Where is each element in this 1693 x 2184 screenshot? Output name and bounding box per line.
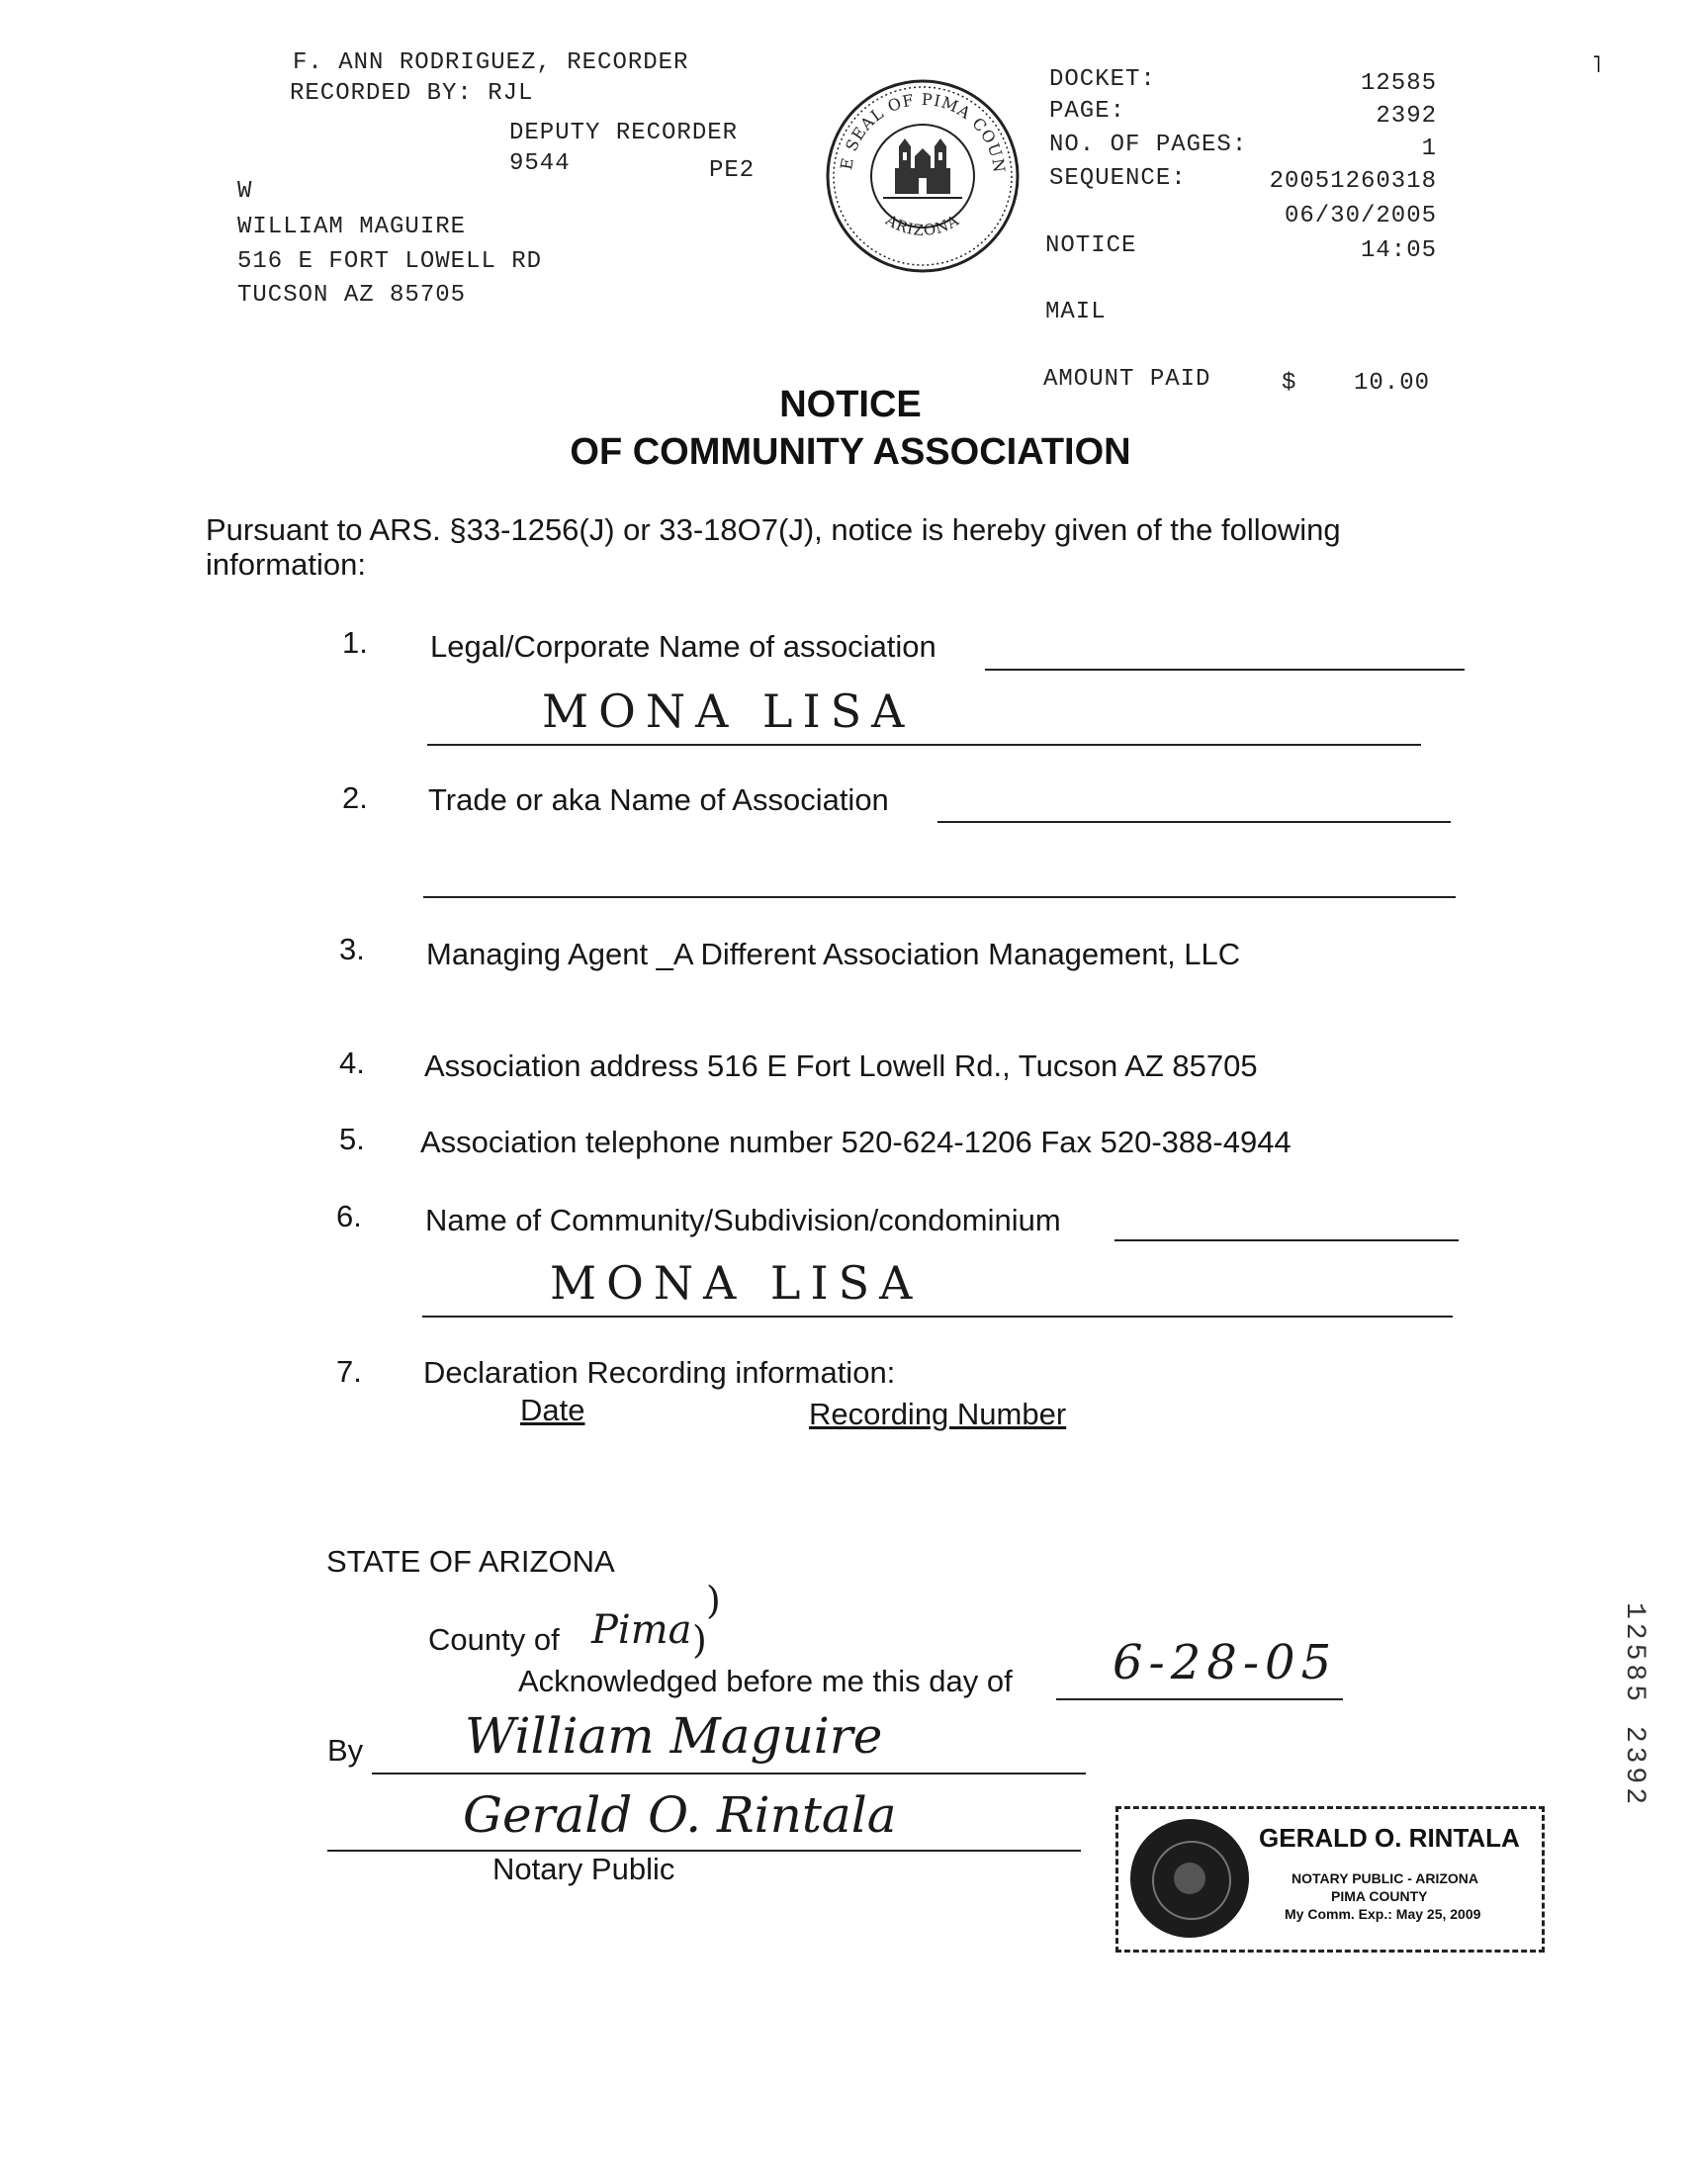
side-docket-number: 12585 2392 <box>1619 1602 1649 1809</box>
page-value: 2392 <box>1376 103 1437 130</box>
page-label: PAGE: <box>1049 98 1126 125</box>
corner-mark: ˥ <box>1592 51 1602 78</box>
recorded-by: RECORDED BY: RJL <box>290 80 534 107</box>
svg-text:THE SEAL OF PIMA COUNTY: E SEAL OF PIMA COUN <box>837 89 1010 175</box>
acknowledged-date-line <box>1056 1698 1343 1700</box>
stamp-line-3: My Comm. Exp.: May 25, 2009 <box>1285 1906 1481 1922</box>
item-6-value: MONA LISA <box>550 1256 923 1310</box>
item-4-number: 4. <box>339 1046 365 1080</box>
pages-value: 1 <box>1421 136 1437 162</box>
recorder-name: F. ANN RODRIGUEZ, RECORDER <box>293 49 689 76</box>
item-2-value-line <box>423 896 1456 898</box>
state-heading: STATE OF ARIZONA <box>326 1544 615 1579</box>
intro-line-2: information: <box>206 547 366 582</box>
recording-date: 06/30/2005 <box>1284 203 1437 229</box>
acknowledged-text: Acknowledged before me this day of <box>518 1664 1013 1698</box>
amount-label: AMOUNT PAID <box>1043 366 1211 393</box>
item-1-number: 1. <box>342 625 368 660</box>
deputy-recorder: DEPUTY RECORDER <box>509 120 739 146</box>
item-2-label: Trade or aka Name of Association <box>428 782 889 817</box>
docket-label: DOCKET: <box>1049 66 1156 93</box>
acknowledged-date: 6-28-05 <box>1113 1635 1338 1690</box>
by-signature: William Maguire <box>465 1707 883 1765</box>
svg-text:ARIZONA: ARIZONA <box>882 211 963 240</box>
currency-sign: $ <box>1282 370 1297 397</box>
notary-stamp <box>1115 1806 1545 1953</box>
item-6-label: Name of Community/Subdivision/condominium <box>425 1203 1061 1237</box>
item-7-label: Declaration Recording information: <box>423 1355 896 1390</box>
addressee-name: WILLIAM MAGUIRE <box>237 214 467 240</box>
title-line-1: NOTICE <box>779 384 922 425</box>
item-7-number: 7. <box>336 1354 362 1389</box>
item-7-date-header: Date <box>520 1393 585 1427</box>
item-2-label-line <box>937 821 1451 823</box>
item-7-recording-number-header: Recording Number <box>809 1397 1067 1431</box>
county-value: Pima <box>591 1607 692 1653</box>
county-seal <box>824 77 1022 275</box>
notary-seal-icon <box>1130 1819 1249 1938</box>
notary-public-label: Notary Public <box>492 1852 675 1886</box>
item-1-label: Legal/Corporate Name of association <box>430 629 936 664</box>
stamp-name: GERALD O. RINTALA <box>1259 1823 1520 1853</box>
county-paren-2: ) <box>692 1618 707 1662</box>
item-6-label-line <box>1114 1239 1459 1241</box>
deputy-code: PE2 <box>709 157 756 184</box>
item-5-text: Association telephone number 520-624-1206 Fax 520-388-4944 <box>420 1125 1292 1159</box>
intro-line-1: Pursuant to ARS. §33-1256(J) or 33-18O7(J), notice is hereby given of the following <box>206 512 1341 547</box>
deputy-number: 9544 <box>509 150 571 177</box>
amount-value: 10.00 <box>1353 370 1430 397</box>
stamp-line-2: PIMA COUNTY <box>1331 1888 1428 1904</box>
item-4-text: Association address 516 E Fort Lowell Rd., Tucson AZ 85705 <box>424 1048 1258 1083</box>
county-label: County of <box>428 1622 560 1657</box>
item-1-value: MONA LISA <box>542 684 915 738</box>
addressee-city: TUCSON AZ 85705 <box>237 282 467 309</box>
item-6-number: 6. <box>336 1199 362 1233</box>
w-mark: W <box>237 178 253 205</box>
item-2-number: 2. <box>342 780 368 815</box>
item-3-number: 3. <box>339 932 365 966</box>
stamp-line-1: NOTARY PUBLIC - ARIZONA <box>1292 1870 1478 1886</box>
addressee-street: 516 E FORT LOWELL RD <box>237 248 543 275</box>
notary-line <box>327 1850 1081 1852</box>
title-line-2: OF COMMUNITY ASSOCIATION <box>570 431 1131 473</box>
county-paren-1: ) <box>706 1579 721 1622</box>
notary-signature: Gerald O. Rintala <box>463 1786 897 1844</box>
recording-method: MAIL <box>1045 299 1107 325</box>
docket-value: 12585 <box>1360 70 1437 97</box>
by-line <box>372 1773 1086 1774</box>
item-1-value-line <box>427 744 1421 746</box>
recording-time: 14:05 <box>1360 237 1437 264</box>
pages-label: NO. OF PAGES: <box>1049 132 1248 158</box>
by-label: By <box>327 1733 364 1768</box>
sequence-label: SEQUENCE: <box>1049 165 1187 192</box>
item-1-label-line <box>985 669 1465 671</box>
item-3-text: Managing Agent _A Different Association Management, LLC <box>426 937 1241 971</box>
item-6-value-line <box>422 1316 1453 1318</box>
item-5-number: 5. <box>339 1122 365 1156</box>
recording-type: NOTICE <box>1045 232 1137 259</box>
sequence-value: 20051260318 <box>1269 168 1437 195</box>
